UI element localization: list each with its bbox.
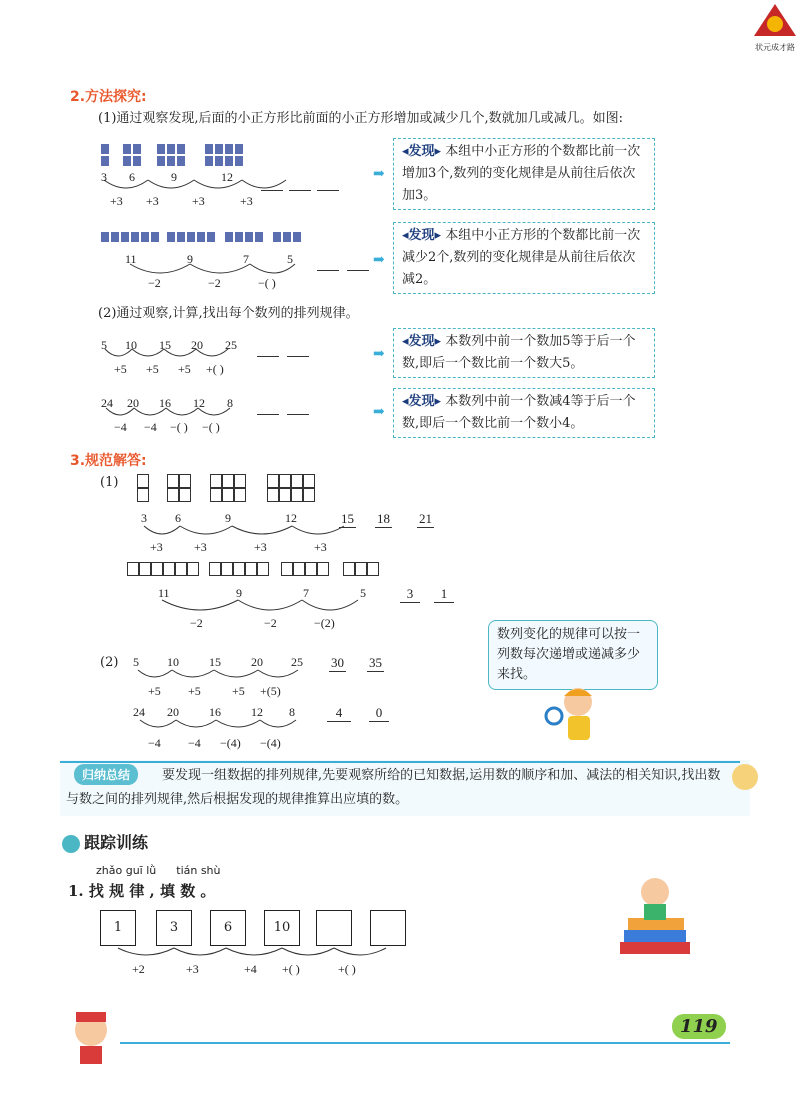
section-title-answer: 3.规范解答:	[70, 453, 147, 469]
row4-numbers: 24 20 16 12 8	[101, 396, 321, 412]
row3-numbers: 5 10 15 20 25	[101, 338, 321, 354]
publisher-logo	[752, 2, 798, 52]
row1-numbers: 3 6 9 12	[101, 170, 361, 186]
smiley-icon	[732, 764, 758, 790]
tip-bubble: 数列变化的规律可以按一列数每次递增或递减多少来找。	[488, 620, 658, 690]
discovery-tag: ◂发现▸	[402, 394, 442, 409]
question-1: 1. 找 规 律 , 填 数 。	[68, 882, 216, 900]
row1-operators: +3 +3 +3 +3	[110, 194, 253, 208]
answer-row2-operators: −2 −2 −(2)	[190, 616, 335, 630]
answer-row4-numbers: 24 20 16 12 8 4 0	[133, 705, 403, 723]
answer-label-2: (2)	[100, 655, 119, 670]
discovery-box-1	[393, 138, 655, 210]
logo-icon	[752, 2, 798, 38]
discovery-tag: ◂发现▸	[402, 228, 442, 243]
logo-text: 状元成才路	[755, 43, 795, 52]
practice-heading: 跟踪训练	[62, 830, 148, 853]
sequence-box-5[interactable]	[316, 910, 352, 946]
discovery-tag: ◂发现▸	[402, 334, 442, 349]
discovery-text: 本数列中前一个数加5等于后一个数,即后一个数比前一个数大5。	[402, 334, 636, 371]
arrow-right-icon: ➡	[373, 346, 385, 362]
pinyin-line: zhǎo guī lǜ tián shù	[96, 864, 221, 877]
row4-operators: −4 −4 −( ) −( )	[114, 420, 220, 434]
row2-operators: −2 −2 −( )	[148, 276, 276, 290]
method-paragraph-2: (2)通过观察,计算,找出每个数列的排列规律。	[98, 306, 359, 321]
discovery-text: 本数列中前一个数减4等于后一个数,即后一个数比前一个数小4。	[402, 394, 636, 431]
footer-line	[120, 1040, 740, 1046]
answer-row3-numbers: 5 10 15 20 25 30 35	[133, 655, 382, 670]
girl-reading-illustration	[610, 868, 700, 968]
sequence-box-3: 6	[210, 910, 246, 946]
discovery-text: 本组中小正方形的个数都比前一次减少2个,数列的变化规律是从前往后依次减2。	[402, 228, 641, 287]
arrow-right-icon: ➡	[373, 166, 385, 182]
answer-row3-operators: +5 +5 +5 +(5)	[148, 684, 281, 698]
row3-operators: +5 +5 +5 +( )	[114, 362, 224, 376]
summary-tag: 归纳总结	[74, 764, 138, 785]
summary-text: 要发现一组数据的排列规律,先要观察所给的已知数据,运用数的顺序和加、减法的相关知识,找出数与数之间的排列规律,然后根据发现的规律推算出应填的数。	[66, 768, 721, 807]
practice-icon	[62, 835, 80, 853]
answer-row4-operators: −4 −4 −(4) −(4)	[148, 736, 281, 750]
page-number: 119	[672, 1014, 726, 1039]
practice-operators: +2 +3 +4 +( ) +( )	[132, 962, 356, 976]
discovery-box-2	[393, 222, 655, 294]
discovery-text: 本组中小正方形的个数都比前一次增加3个,数列的变化规律是从前往后依次加3。	[402, 144, 641, 203]
discovery-box-4	[393, 388, 655, 438]
sequence-box-4: 10	[264, 910, 300, 946]
answer-row1-numbers: 3 6 9 12 15 18 21	[141, 511, 432, 526]
method-paragraph-1: (1)通过观察发现,后面的小正方形比前面的小正方形增加或减少几个,数就加几或减几。如图:	[98, 111, 624, 126]
answer-row2-numbers: 11 9 7 5 3 1	[158, 586, 458, 604]
sequence-box-1: 1	[100, 910, 136, 946]
sequence-box-2: 3	[156, 910, 192, 946]
arrow-right-icon: ➡	[373, 404, 385, 420]
row2-numbers: 11 9 7 5	[125, 252, 365, 268]
sequence-box-6[interactable]	[370, 910, 406, 946]
discovery-tag: ◂发现▸	[402, 144, 442, 159]
girl-magnifier-illustration	[540, 682, 610, 752]
answer-row1-operators: +3 +3 +3 +3	[150, 540, 327, 554]
answer-label-1: (1)	[100, 475, 119, 490]
mascot-illustration	[66, 1008, 116, 1068]
arrow-right-icon: ➡	[373, 252, 385, 268]
discovery-box-3	[393, 328, 655, 378]
section-title-method: 2.方法探究:	[70, 89, 147, 105]
